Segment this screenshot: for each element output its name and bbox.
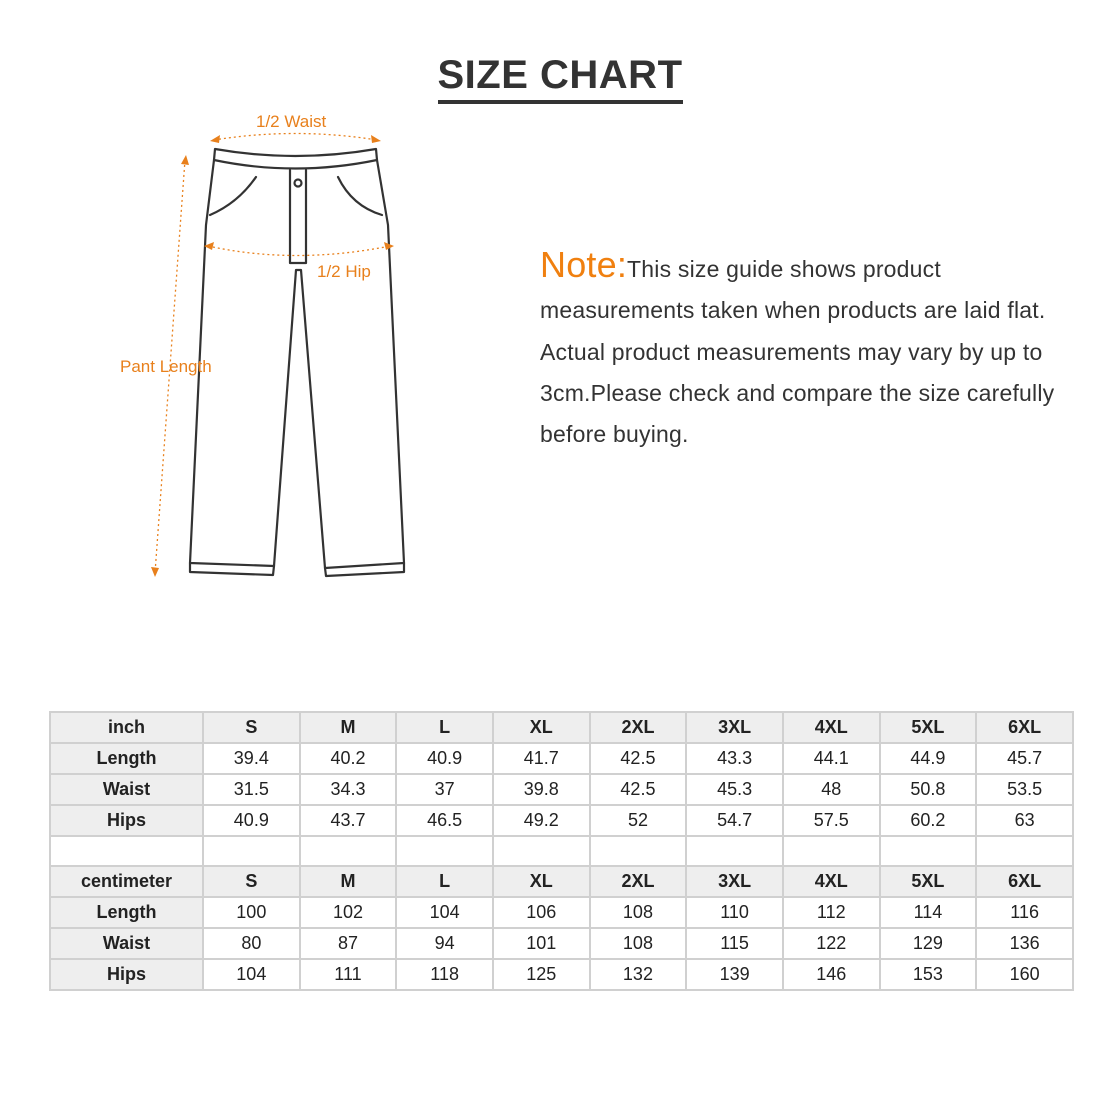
table-cell: 122 xyxy=(783,928,880,959)
size-header: 5XL xyxy=(880,866,977,897)
size-header: 2XL xyxy=(590,866,687,897)
inch-unit-label: inch xyxy=(50,712,203,743)
page-title-wrap xyxy=(0,52,1120,104)
table-cell: 136 xyxy=(976,928,1073,959)
size-header: M xyxy=(300,712,397,743)
table-cell: 108 xyxy=(590,928,687,959)
table-row xyxy=(50,959,1073,990)
cm-header-row xyxy=(50,866,1073,897)
table-cell: 40.9 xyxy=(203,805,300,836)
note-heading: Note: xyxy=(540,244,628,285)
size-header: L xyxy=(396,866,493,897)
size-header: 4XL xyxy=(783,712,880,743)
table-cell: 132 xyxy=(590,959,687,990)
table-cell: 57.5 xyxy=(783,805,880,836)
table-cell: 46.5 xyxy=(396,805,493,836)
spacer-cell xyxy=(203,836,300,867)
size-header: 3XL xyxy=(686,866,783,897)
table-cell: 160 xyxy=(976,959,1073,990)
row-label: Waist xyxy=(50,774,203,805)
cm-unit-label: centimeter xyxy=(50,866,203,897)
table-row xyxy=(50,928,1073,959)
table-cell: 153 xyxy=(880,959,977,990)
table-cell: 139 xyxy=(686,959,783,990)
table-cell: 106 xyxy=(493,897,590,928)
spacer-cell xyxy=(493,836,590,867)
table-cell: 40.9 xyxy=(396,743,493,774)
size-header: 2XL xyxy=(590,712,687,743)
table-cell: 102 xyxy=(300,897,397,928)
table-cell: 87 xyxy=(300,928,397,959)
table-cell: 39.4 xyxy=(203,743,300,774)
spacer-cell xyxy=(783,836,880,867)
page-title: SIZE CHART xyxy=(438,52,683,104)
table-cell: 43.7 xyxy=(300,805,397,836)
table-cell: 45.7 xyxy=(976,743,1073,774)
table-cell: 40.2 xyxy=(300,743,397,774)
spacer-cell xyxy=(976,836,1073,867)
table-cell: 101 xyxy=(493,928,590,959)
row-label: Waist xyxy=(50,928,203,959)
table-cell: 44.9 xyxy=(880,743,977,774)
table-cell: 45.3 xyxy=(686,774,783,805)
spacer-cell xyxy=(396,836,493,867)
row-label: Hips xyxy=(50,959,203,990)
table-cell: 42.5 xyxy=(590,743,687,774)
size-table xyxy=(49,711,1074,991)
table-cell: 52 xyxy=(590,805,687,836)
table-cell: 42.5 xyxy=(590,774,687,805)
pants-diagram xyxy=(110,105,430,595)
table-cell: 41.7 xyxy=(493,743,590,774)
table-cell: 49.2 xyxy=(493,805,590,836)
spacer-cell xyxy=(300,836,397,867)
table-cell: 94 xyxy=(396,928,493,959)
table-cell: 125 xyxy=(493,959,590,990)
table-row xyxy=(50,774,1073,805)
spacer-cell xyxy=(880,836,977,867)
pants-outline-icon xyxy=(110,105,430,595)
size-header: S xyxy=(203,866,300,897)
table-row xyxy=(50,897,1073,928)
table-cell: 31.5 xyxy=(203,774,300,805)
table-cell: 54.7 xyxy=(686,805,783,836)
size-header: 6XL xyxy=(976,866,1073,897)
table-cell: 118 xyxy=(396,959,493,990)
table-cell: 112 xyxy=(783,897,880,928)
length-label: Pant Length xyxy=(120,357,212,376)
hip-label: 1/2 Hip xyxy=(317,262,371,281)
table-cell: 129 xyxy=(880,928,977,959)
table-cell: 110 xyxy=(686,897,783,928)
table-row xyxy=(50,805,1073,836)
table-cell: 44.1 xyxy=(783,743,880,774)
table-cell: 104 xyxy=(396,897,493,928)
table-cell: 115 xyxy=(686,928,783,959)
table-cell: 50.8 xyxy=(880,774,977,805)
table-cell: 37 xyxy=(396,774,493,805)
size-header: 4XL xyxy=(783,866,880,897)
row-label: Hips xyxy=(50,805,203,836)
spacer-cell xyxy=(590,836,687,867)
waist-label: 1/2 Waist xyxy=(256,112,327,131)
size-header: M xyxy=(300,866,397,897)
table-cell: 48 xyxy=(783,774,880,805)
size-header: L xyxy=(396,712,493,743)
table-cell: 60.2 xyxy=(880,805,977,836)
note-text-block xyxy=(540,244,1080,455)
table-cell: 80 xyxy=(203,928,300,959)
table-cell: 108 xyxy=(590,897,687,928)
row-label: Length xyxy=(50,897,203,928)
size-header: S xyxy=(203,712,300,743)
spacer-cell xyxy=(50,836,203,867)
table-cell: 39.8 xyxy=(493,774,590,805)
spacer-cell xyxy=(686,836,783,867)
note-body: This size guide shows product measurements taken when products are laid flat. Actual product measurements may vary by up to 3cm.Please check and compare the size carefully before buying. xyxy=(540,256,1055,448)
table-cell: 111 xyxy=(300,959,397,990)
table-cell: 116 xyxy=(976,897,1073,928)
table-cell: 104 xyxy=(203,959,300,990)
table-cell: 100 xyxy=(203,897,300,928)
table-cell: 34.3 xyxy=(300,774,397,805)
inch-header-row xyxy=(50,712,1073,743)
table-row xyxy=(50,743,1073,774)
spacer-row xyxy=(50,836,1073,867)
table-cell: 43.3 xyxy=(686,743,783,774)
size-header: XL xyxy=(493,712,590,743)
size-header: 5XL xyxy=(880,712,977,743)
table-cell: 63 xyxy=(976,805,1073,836)
row-label: Length xyxy=(50,743,203,774)
table-cell: 114 xyxy=(880,897,977,928)
table-cell: 146 xyxy=(783,959,880,990)
size-header: 6XL xyxy=(976,712,1073,743)
size-header: 3XL xyxy=(686,712,783,743)
size-header: XL xyxy=(493,866,590,897)
table-cell: 53.5 xyxy=(976,774,1073,805)
